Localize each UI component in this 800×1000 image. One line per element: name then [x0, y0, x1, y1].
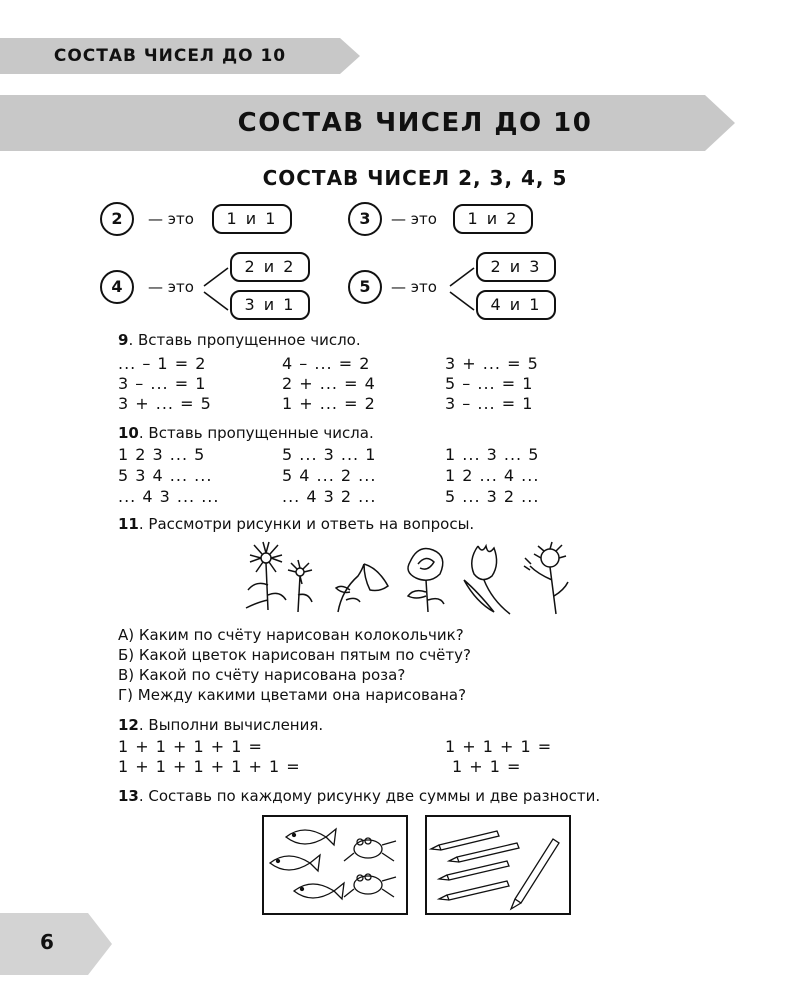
number-circle-3: 3 — [348, 202, 382, 236]
composition-box: 2 и 2 — [230, 252, 310, 282]
eto-label: — это — [148, 278, 194, 296]
number-sequence: 5 ... 3 ... 1 — [282, 445, 377, 464]
pen-icon — [439, 861, 509, 880]
task-number: 11 — [118, 515, 139, 533]
fish-icon — [286, 829, 336, 845]
number-sequence: 1 2 ... 4 ... — [445, 466, 540, 485]
cornflower-icon — [524, 542, 568, 614]
section-subtitle: СОСТАВ ЧИСЕЛ 2, 3, 4, 5 — [262, 166, 568, 190]
branch-lines — [202, 256, 232, 316]
equation: 3 + ... = 5 — [118, 394, 212, 413]
number-circle-2: 2 — [100, 202, 134, 236]
eto-label: — это — [391, 210, 437, 228]
number-sequence: 5 ... 3 2 ... — [445, 487, 540, 506]
equation: 2 + ... = 4 — [282, 374, 376, 393]
fish-icon — [270, 855, 320, 871]
number-sequence: 1 ... 3 ... 5 — [445, 445, 540, 464]
task-text: . Выполни вычисления. — [138, 716, 324, 734]
composition-box: 1 и 2 — [453, 204, 533, 234]
task-text: . Вставь пропущенные числа. — [138, 424, 374, 442]
equation: 5 – ... = 1 — [445, 374, 534, 393]
frog-icon — [344, 874, 396, 897]
page-number: 6 — [40, 930, 54, 954]
pen-icon — [439, 881, 509, 900]
rose-icon — [408, 549, 444, 613]
pens-pencil-picture — [425, 815, 571, 915]
fish-frogs-picture — [262, 815, 408, 915]
composition-box: 4 и 1 — [476, 290, 556, 320]
composition-box: 1 и 1 — [212, 204, 292, 234]
task-9-heading — [118, 331, 361, 349]
equation: 4 – ... = 2 — [282, 354, 371, 373]
branch-lines — [448, 256, 478, 316]
equation: 1 + 1 + 1 + 1 = — [118, 737, 263, 756]
equation: 1 + 1 + 1 + 1 + 1 = — [118, 757, 301, 776]
page-number-tab — [0, 913, 112, 975]
equation: 3 – ... = 1 — [445, 394, 534, 413]
number-sequence: 5 4 ... 2 ... — [282, 466, 377, 485]
pencil-icon — [511, 839, 559, 909]
daisy-icon — [246, 542, 286, 610]
question-b: Б) Какой цветок нарисован пятым по счёту? — [118, 646, 471, 664]
equation: 3 – ... = 1 — [118, 374, 207, 393]
pen-icon — [431, 831, 499, 850]
question-c: В) Какой по счёту нарисована роза? — [118, 666, 406, 684]
number-circle-4: 4 — [100, 270, 134, 304]
number-circle-5: 5 — [348, 270, 382, 304]
task-11-heading — [118, 515, 474, 533]
equation: ... – 1 = 2 — [118, 354, 207, 373]
task-number: 13 — [118, 787, 139, 805]
task-text: . Вставь пропущенное число. — [128, 331, 361, 349]
composition-box: 2 и 3 — [476, 252, 556, 282]
question-a: А) Каким по счёту нарисован колокольчик? — [118, 626, 464, 644]
header-small-title: СОСТАВ ЧИСЕЛ ДО 10 — [53, 46, 287, 66]
fish-icon — [294, 883, 344, 899]
task-13-heading — [118, 787, 600, 805]
frog-icon — [344, 838, 396, 861]
task-10-heading — [118, 424, 374, 442]
equation: 1 + 1 = — [452, 757, 522, 776]
composition-box: 3 и 1 — [230, 290, 310, 320]
equation: 1 + ... = 2 — [282, 394, 376, 413]
tulip-icon — [464, 546, 510, 614]
bell-flower-icon — [336, 564, 388, 612]
task-text: . Составь по каждому рисунку две суммы и две разности. — [138, 787, 601, 805]
number-sequence: ... 4 3 ... ... — [118, 487, 220, 506]
task-number: 12 — [118, 716, 139, 734]
task-number: 9 — [118, 331, 129, 349]
number-sequence: 1 2 3 ... 5 — [118, 445, 206, 464]
question-d: Г) Между какими цветами она нарисована? — [118, 686, 467, 704]
task-text: . Рассмотри рисунки и ответь на вопросы. — [138, 515, 475, 533]
task-number: 10 — [118, 424, 139, 442]
eto-label: — это — [148, 210, 194, 228]
equation: 1 + 1 + 1 = — [445, 737, 553, 756]
page-title: СОСТАВ ЧИСЕЛ ДО 10 — [237, 108, 593, 138]
flowers-illustration — [238, 540, 578, 620]
daisy-icon — [288, 560, 312, 612]
task-12-heading — [118, 716, 323, 734]
number-sequence: 5 3 4 ... ... — [118, 466, 213, 485]
number-sequence: ... 4 3 2 ... — [282, 487, 377, 506]
equation: 3 + ... = 5 — [445, 354, 539, 373]
eto-label: — это — [391, 278, 437, 296]
